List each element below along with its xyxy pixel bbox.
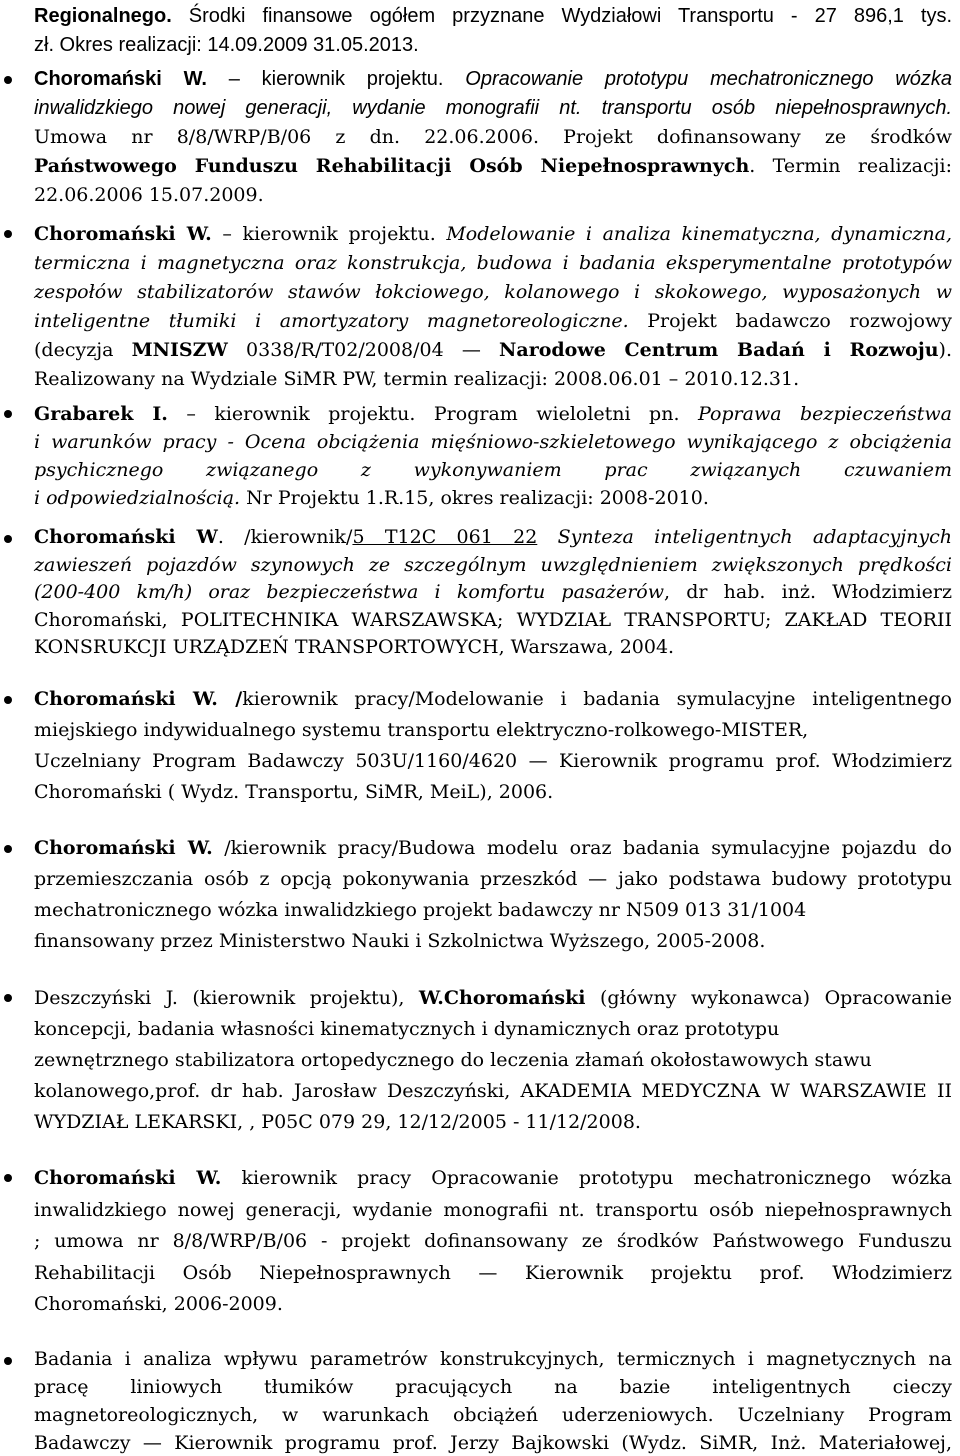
bullet-icon: [4, 76, 12, 84]
entry-wheelchair-prototype: [34, 65, 952, 210]
entry-line: (decyzja MNISZW 0338/R/T02/2008/04 — Narodowe Centrum Badań i Rozwoju).: [34, 339, 952, 361]
entry-line: miejskiego indywidualnego systemu transportu elektryczno-rolkowego-MISTER,: [34, 719, 809, 741]
entry-line: koncepcji, badania własności kinematycznych i dynamicznych oraz prototypu: [34, 1018, 780, 1040]
entry-line: WYDZIAŁ LEKARSKI, , P05C 079 29, 12/12/2005 - 11/12/2008.: [34, 1111, 641, 1133]
entry-work-safety: [34, 400, 952, 512]
bullet-icon: [4, 696, 12, 704]
entry-line: Choromański, POLITECHNIKA WARSZAWSKA; WYDZIAŁ TRANSPORTU; ZAKŁAD TEORII: [34, 608, 952, 631]
entry-line: zewnętrznego stabilizatora ortopedycznego do leczenia złamań okołostawowych stawu: [34, 1049, 872, 1071]
entry-line: zawieszeń pojazdów szynowych ze szczególnym uwzględnieniem zwiększonych prędkości: [34, 553, 952, 576]
entry-line: Uczelniany Program Badawczy 503U/1160/4620 — Kierownik programu prof. Włodzimierz: [34, 750, 952, 772]
entry-line: Choromański W. kierownik pracy Opracowanie prototypu mechatronicznego wózka: [34, 1167, 952, 1189]
entry-line: kolanowego,prof. dr hab. Jarosław Deszczyński, AKADEMIA MEDYCZNA W WARSZAWIE II: [34, 1080, 952, 1102]
entry-line: magnetoreologicznych, w warunkach obciążeń uderzeniowych. Uczelniany Program: [34, 1404, 952, 1426]
entry-line: Choromański W. /kierownik pracy/Budowa modelu oraz badania symulacyjne pojazdu do: [34, 837, 952, 859]
entry-line: inteligentne tłumiki i amortyzatory magnetoreologiczne. Projekt badawczo rozwojowy: [34, 310, 952, 332]
bullet-icon: [4, 535, 12, 543]
bullet-icon: [4, 994, 12, 1002]
entry-line: Rehabilitacji Osób Niepełnosprawnych — Kierownik projektu prof. Włodzimierz: [34, 1261, 952, 1284]
entry-line: inwalidzkiego nowej generacji, wydanie monografii nt. transportu osób niepełnosprawnych.: [34, 97, 952, 119]
entry-line: zł. Okres realizacji: 14.09.2009 31.05.2013.: [34, 34, 419, 56]
entry-obstacle-vehicle: [34, 833, 952, 957]
bullet-icon: [4, 230, 12, 238]
entry-line: Choromański ( Wydz. Transportu, SiMR, MeiL), 2006.: [34, 781, 554, 803]
entry-line: Badania i analiza wpływu parametrów konstrukcyjnych, termicznych i magnetycznych na: [34, 1348, 952, 1370]
entry-line: KONSRUKCJI URZĄDZEŃ TRANSPORTOWYCH, Warszawa, 2004.: [34, 636, 675, 658]
entry-orthopedic-stabilizer: [34, 983, 952, 1138]
entry-line: finansowany przez Ministerstwo Nauki i Szkolnictwa Wyższego, 2005-2008.: [34, 930, 766, 952]
entry-line: przemieszczania osób z opcją pokonywania przeszkód — jako podstawa budowy prototypu: [34, 868, 952, 890]
entry-line: ; umowa nr 8/8/WRP/B/06 - projekt dofinansowany ze środków Państwowego Funduszu: [34, 1230, 952, 1252]
bullet-icon: [4, 1174, 12, 1182]
entry-line: Choromański W. /kierownik/5 T12C 061 22 Synteza inteligentnych adaptacyjnych: [34, 526, 952, 548]
entry-line: Regionalnego. Środki finansowe ogółem przyznane Wydziałowi Transportu - 27 896,1 tys.: [34, 5, 952, 27]
bullet-icon: [4, 1357, 12, 1365]
entry-wheelchair-manager: [34, 1163, 952, 1321]
entry-line: Choromański W. /kierownik pracy/Modelowanie i badania symulacyjne inteligentnego: [34, 688, 952, 710]
entry-line: Grabarek I. – kierownik projektu. Program wieloletni pn. Poprawa bezpieczeństwa: [34, 403, 953, 425]
entry-line: i odpowiedzialnością. Nr Projektu 1.R.15, okres realizacji: 2008-2010.: [34, 487, 709, 509]
bullet-icon: [4, 845, 12, 853]
entry-line: psychicznego związanego z wykonywaniem prac związanych czuwaniem: [34, 459, 952, 481]
entry-line: pracę liniowych tłumików pracujących na bazie inteligentnych cieczy: [34, 1376, 952, 1398]
entry-line: i warunków pracy - Ocena obciążenia mięśniowo-szkieletowego wynikającego z obciążenia: [34, 431, 952, 453]
entry-line: Choromański W. – kierownik projektu. Opracowanie prototypu mechatronicznego wózka: [34, 68, 952, 90]
entry-stabilizer-modeling: [34, 220, 952, 394]
entry-regional-funding: [34, 2, 952, 60]
entry-line: (200-400 km/h) oraz bezpieczeństwa i komfortu pasażerów, dr hab. inż. Włodzimierz: [34, 581, 952, 603]
entry-line: termiczna i magnetyczna oraz konstrukcja, budowa i badania eksperymentalne prototypów: [34, 252, 952, 274]
bullet-icon: [4, 410, 12, 418]
entry-line: 22.06.2006 15.07.2009.: [34, 184, 264, 206]
entry-rail-suspension: [34, 524, 952, 662]
entry-line: Choromański, 2006-2009.: [34, 1293, 283, 1315]
entry-line: zespołów stabilizatorów stawów łokciowego, kolanowego i skokowego, wyposażonych w: [34, 281, 952, 303]
entry-line: Umowa nr 8/8/WRP/B/06 z dn. 22.06.2006. Projekt dofinansowany ze środków: [34, 126, 952, 148]
entry-line: inwalidzkiego nowej generacji, wydanie monografii nt. transportu osób niepełnosprawnych: [34, 1198, 952, 1221]
entry-magnetorheological-dampers: [34, 1345, 952, 1456]
entry-line: Realizowany na Wydziale SiMR PW, termin realizacji: 2008.06.01 – 2010.12.31.: [34, 368, 800, 390]
entry-line: Badawczy — Kierownik programu prof. Jerzy Bajkowski (Wydz. SiMR, Inż. Materiałowej,: [34, 1432, 952, 1454]
entry-line: Deszczyński J. (kierownik projektu), W.Choromański (główny wykonawca) Opracowanie: [34, 987, 952, 1009]
entry-line: mechatronicznego wózka inwalidzkiego projekt badawczy nr N509 013 31/1004: [34, 899, 807, 921]
entry-line: Państwowego Funduszu Rehabilitacji Osób Niepełnosprawnych. Termin realizacji:: [34, 155, 952, 177]
entry-line: Choromański W. – kierownik projektu. Modelowanie i analiza kinematyczna, dynamiczna,: [34, 223, 952, 245]
entry-mister-system: [34, 684, 952, 808]
